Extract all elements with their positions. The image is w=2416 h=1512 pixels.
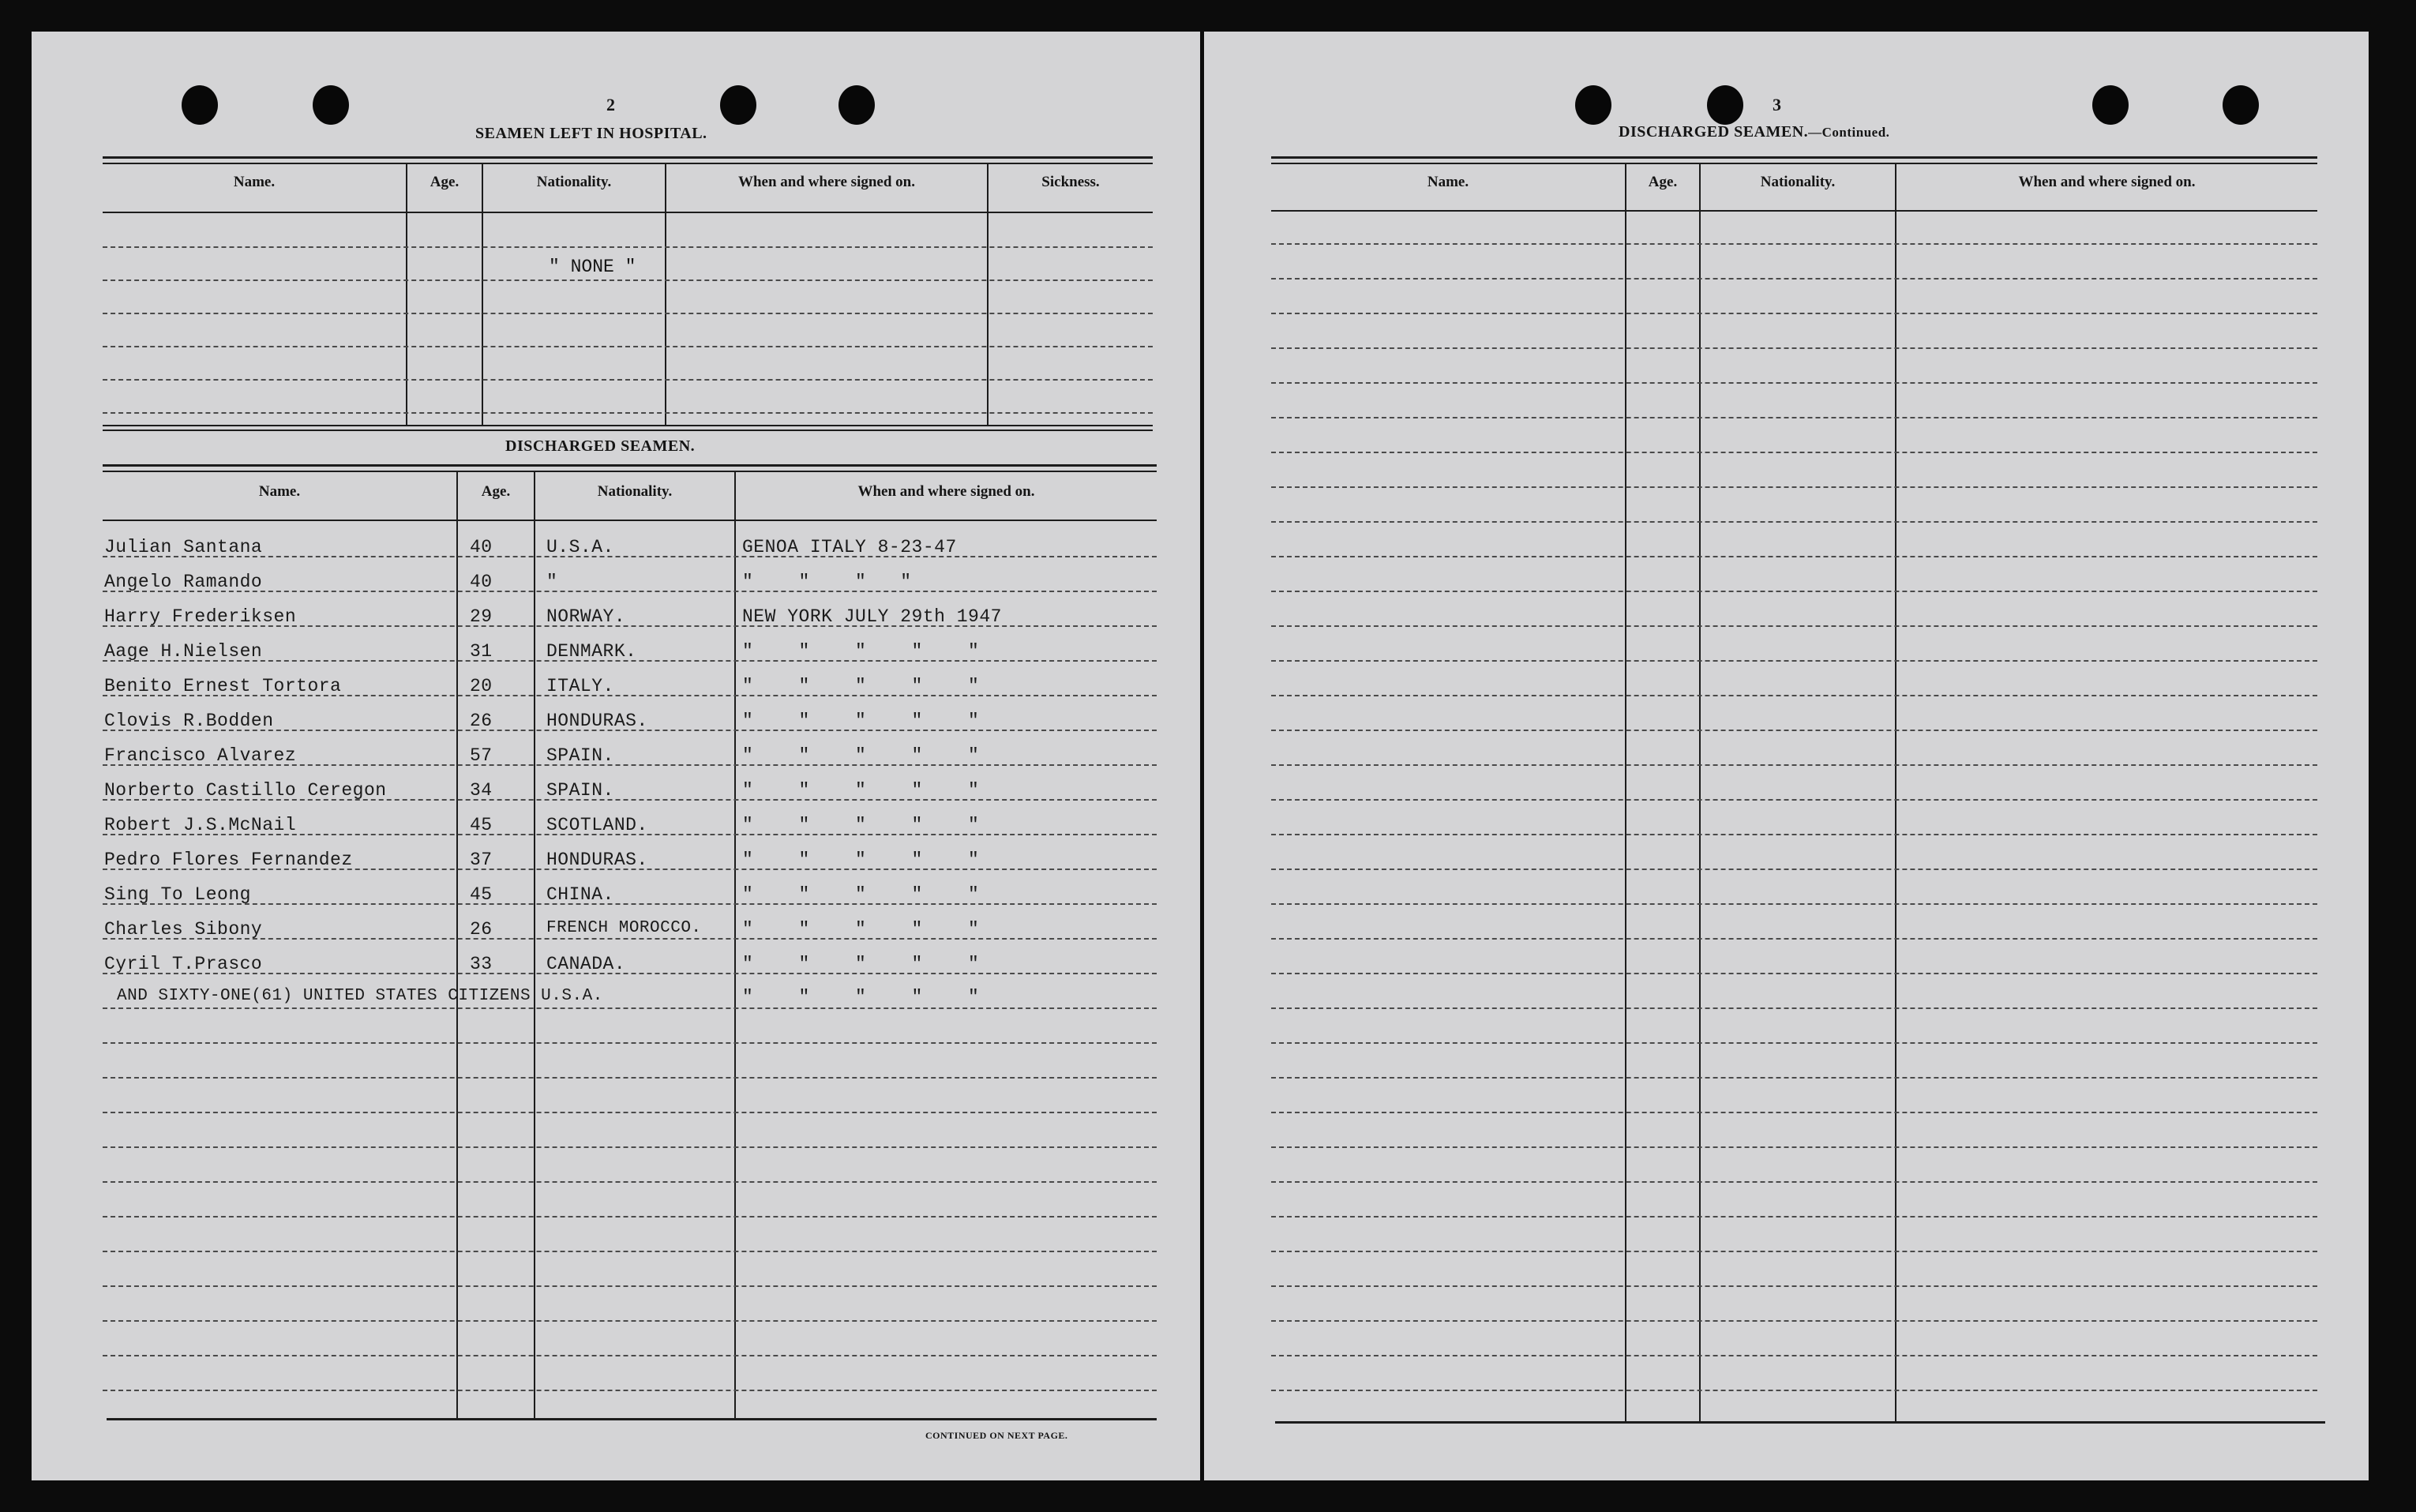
- discharged-age: 26: [470, 711, 493, 731]
- discharged-continued-title: [1619, 123, 1889, 141]
- punch-hole: [720, 85, 756, 125]
- ruled-line: [1271, 486, 2317, 488]
- column-divider: [534, 471, 535, 1418]
- rule: [103, 163, 1153, 164]
- hospital-none-entry: " NONE ": [549, 257, 636, 277]
- rule: [103, 464, 1157, 467]
- discharged-age: 57: [470, 745, 493, 766]
- ruled-line: [1271, 903, 2317, 905]
- continued-header-age: Age.: [1648, 174, 1678, 190]
- discharged-nationality: HONDURAS.: [546, 850, 648, 870]
- ruled-line: [103, 1285, 1157, 1287]
- discharged-nationality: NORWAY.: [546, 606, 626, 627]
- continued-header-name: Name.: [1427, 174, 1469, 190]
- rule: [103, 425, 1153, 426]
- ruled-line: [1271, 1390, 2317, 1391]
- ruled-line: [1271, 452, 2317, 453]
- ruled-line: [103, 313, 1153, 314]
- ruled-line: [103, 1146, 1157, 1148]
- discharged-nationality: SPAIN.: [546, 780, 614, 801]
- ruled-line: [1271, 1112, 2317, 1113]
- discharged-nationality: CANADA.: [546, 954, 626, 974]
- discharged-nationality: CHINA.: [546, 884, 614, 905]
- ruled-line: [103, 1251, 1157, 1252]
- discharged-section-title: DISCHARGED SEAMEN.: [505, 437, 696, 455]
- ruled-line: [1271, 1146, 2317, 1148]
- ruled-line: [1271, 1320, 2317, 1322]
- ruled-line: [103, 1042, 1157, 1044]
- ruled-line: [103, 246, 1153, 248]
- continued-note: CONTINUED ON NEXT PAGE.: [925, 1430, 1068, 1441]
- discharged-name: Sing To Leong: [104, 884, 251, 905]
- discharged-name: Francisco Alvarez: [104, 745, 297, 766]
- continued-header-nationality: Nationality.: [1760, 174, 1836, 190]
- rule: [103, 520, 1157, 521]
- ruled-line: [1271, 243, 2317, 245]
- discharged-signed-on: " " " " ": [742, 780, 980, 801]
- ruled-line: [1271, 1007, 2317, 1009]
- left-page: [32, 32, 1200, 1480]
- discharged-header-nationality: Nationality.: [597, 483, 673, 500]
- ruled-line: [103, 1216, 1157, 1217]
- ruled-line: [1271, 382, 2317, 384]
- ruled-line: [103, 1320, 1157, 1322]
- discharged-name: Harry Frederiksen: [104, 606, 297, 627]
- ruled-line: [103, 346, 1153, 347]
- column-divider: [1699, 163, 1701, 1421]
- discharged-name: Benito Ernest Tortora: [104, 676, 342, 696]
- punch-hole: [313, 85, 349, 125]
- ruled-line: [1271, 1181, 2317, 1183]
- ruled-line: [1271, 1355, 2317, 1356]
- column-divider: [1625, 163, 1626, 1421]
- rule: [1271, 156, 2317, 159]
- discharged-name: Charles Sibony: [104, 919, 263, 940]
- discharged-header-age: Age.: [481, 483, 511, 500]
- ruled-line: [1271, 556, 2317, 557]
- discharged-nationality: FRENCH MOROCCO.: [546, 919, 702, 937]
- discharged-age: 29: [470, 606, 493, 627]
- hospital-header-name: Name.: [233, 174, 276, 190]
- discharged-age: 34: [470, 780, 493, 801]
- discharged-signed-on: " " " " ": [742, 954, 980, 974]
- rule: [103, 156, 1153, 159]
- column-divider: [987, 163, 989, 425]
- ruled-line: [1271, 938, 2317, 940]
- discharged-header-name: Name.: [258, 483, 301, 500]
- discharged-signed-on: NEW YORK JULY 29th 1947: [742, 606, 1002, 627]
- ruled-line: [103, 412, 1153, 414]
- ruled-line: [103, 280, 1153, 281]
- ruled-line: [1271, 973, 2317, 974]
- discharged-signed-on: " " " " ": [742, 850, 980, 870]
- ruled-line: [1271, 1042, 2317, 1044]
- discharged-nationality: ITALY.: [546, 676, 614, 696]
- discharged-signed-on: " " " " ": [742, 711, 980, 731]
- punch-hole: [1707, 85, 1743, 125]
- discharged-nationality: DENMARK.: [546, 641, 637, 662]
- ruled-line: [1271, 1285, 2317, 1287]
- ruled-line: [1271, 1251, 2317, 1252]
- right-page: [1204, 32, 2369, 1480]
- rule: [1271, 163, 2317, 164]
- ruled-line: [103, 1355, 1157, 1356]
- rule: [1275, 1421, 2325, 1424]
- discharged-signed-on: " " " " ": [742, 919, 980, 940]
- discharged-age: 37: [470, 850, 493, 870]
- discharged-name: Norberto Castillo Ceregon: [104, 780, 387, 801]
- discharged-age: 45: [470, 884, 493, 905]
- column-divider: [406, 163, 407, 425]
- ruled-line: [1271, 591, 2317, 592]
- discharged-age: 20: [470, 676, 493, 696]
- ruled-line: [103, 1112, 1157, 1113]
- discharged-name: Clovis R.Bodden: [104, 711, 274, 731]
- ruled-line: [103, 1077, 1157, 1079]
- punch-hole: [2092, 85, 2129, 125]
- discharged-age: 31: [470, 641, 493, 662]
- discharged-nationality: SPAIN.: [546, 745, 614, 766]
- discharged-name: Angelo Ramando: [104, 572, 263, 592]
- discharged-age: 40: [470, 537, 493, 557]
- discharged-nationality: ": [546, 572, 558, 592]
- ruled-line: [103, 379, 1153, 381]
- discharged-continued-title-suffix: —Continued.: [1808, 125, 1890, 140]
- hospital-header-age: Age.: [430, 174, 460, 190]
- discharged-name: Cyril T.Prasco: [104, 954, 263, 974]
- ruled-line: [1271, 521, 2317, 523]
- hospital-header-sickness: Sickness.: [1041, 174, 1100, 190]
- hospital-header-signed-on: When and where signed on.: [737, 174, 915, 190]
- page-number: 2: [606, 95, 615, 114]
- ruled-line: [1271, 1216, 2317, 1217]
- rule: [103, 471, 1157, 472]
- continued-header-signed-on: When and where signed on.: [2018, 174, 2196, 190]
- ruled-line: [1271, 799, 2317, 801]
- discharged-signed-on: " " " " ": [742, 745, 980, 766]
- ruled-line: [1271, 764, 2317, 766]
- hospital-section-title: SEAMEN LEFT IN HOSPITAL.: [475, 125, 707, 142]
- discharged-signed-on: " " " " ": [742, 641, 980, 662]
- ruled-line: [1271, 730, 2317, 731]
- column-divider: [456, 471, 458, 1418]
- ruled-line: [1271, 278, 2317, 280]
- discharged-signed-on: " " " " ": [742, 884, 980, 905]
- ruled-line: [1271, 834, 2317, 835]
- discharged-nationality: HONDURAS.: [546, 711, 648, 731]
- ruled-line: [1271, 625, 2317, 627]
- discharged-age: 33: [470, 954, 493, 974]
- column-divider: [734, 471, 736, 1418]
- discharged-nationality: U.S.A.: [546, 537, 614, 557]
- punch-hole: [838, 85, 875, 125]
- punch-hole: [2223, 85, 2259, 125]
- column-divider: [1895, 163, 1896, 1421]
- column-divider: [665, 163, 666, 425]
- discharged-name: Pedro Flores Fernandez: [104, 850, 353, 870]
- ruled-line: [1271, 660, 2317, 662]
- rule: [107, 1418, 1157, 1420]
- discharged-signed-on: " " " " ": [742, 815, 980, 835]
- discharged-summary: AND SIXTY-ONE(61) UNITED STATES CITIZENS U.S.A.: [117, 987, 603, 1005]
- punch-hole: [1575, 85, 1611, 125]
- discharged-signed-on: " " " " ": [742, 676, 980, 696]
- discharged-name: Julian Santana: [104, 537, 263, 557]
- ruled-line: [103, 1181, 1157, 1183]
- ruled-line: [1271, 695, 2317, 696]
- punch-hole: [182, 85, 218, 125]
- discharged-name: Robert J.S.McNail: [104, 815, 297, 835]
- ruled-line: [103, 903, 1157, 905]
- ruled-line: [103, 1007, 1157, 1009]
- discharged-continued-title-text: DISCHARGED SEAMEN.: [1619, 123, 1809, 141]
- rule: [103, 212, 1153, 213]
- rule: [1271, 210, 2317, 212]
- discharged-signed-on: GENOA ITALY 8-23-47: [742, 537, 957, 557]
- ruled-line: [1271, 313, 2317, 314]
- ruled-line: [103, 1390, 1157, 1391]
- discharged-age: 26: [470, 919, 493, 940]
- rule: [103, 430, 1153, 431]
- ruled-line: [1271, 417, 2317, 418]
- hospital-header-nationality: Nationality.: [536, 174, 612, 190]
- discharged-header-signed-on: When and where signed on.: [857, 483, 1035, 500]
- discharged-age: 40: [470, 572, 493, 592]
- discharged-summary-signed-on: " " " " ": [742, 987, 980, 1007]
- discharged-signed-on: " " " ": [742, 572, 912, 592]
- discharged-name: Aage H.Nielsen: [104, 641, 263, 662]
- ruled-line: [1271, 347, 2317, 349]
- discharged-nationality: SCOTLAND.: [546, 815, 648, 835]
- page-number: 3: [1773, 95, 1781, 114]
- ruled-line: [1271, 1077, 2317, 1079]
- ruled-line: [1271, 869, 2317, 870]
- discharged-age: 45: [470, 815, 493, 835]
- column-divider: [482, 163, 483, 425]
